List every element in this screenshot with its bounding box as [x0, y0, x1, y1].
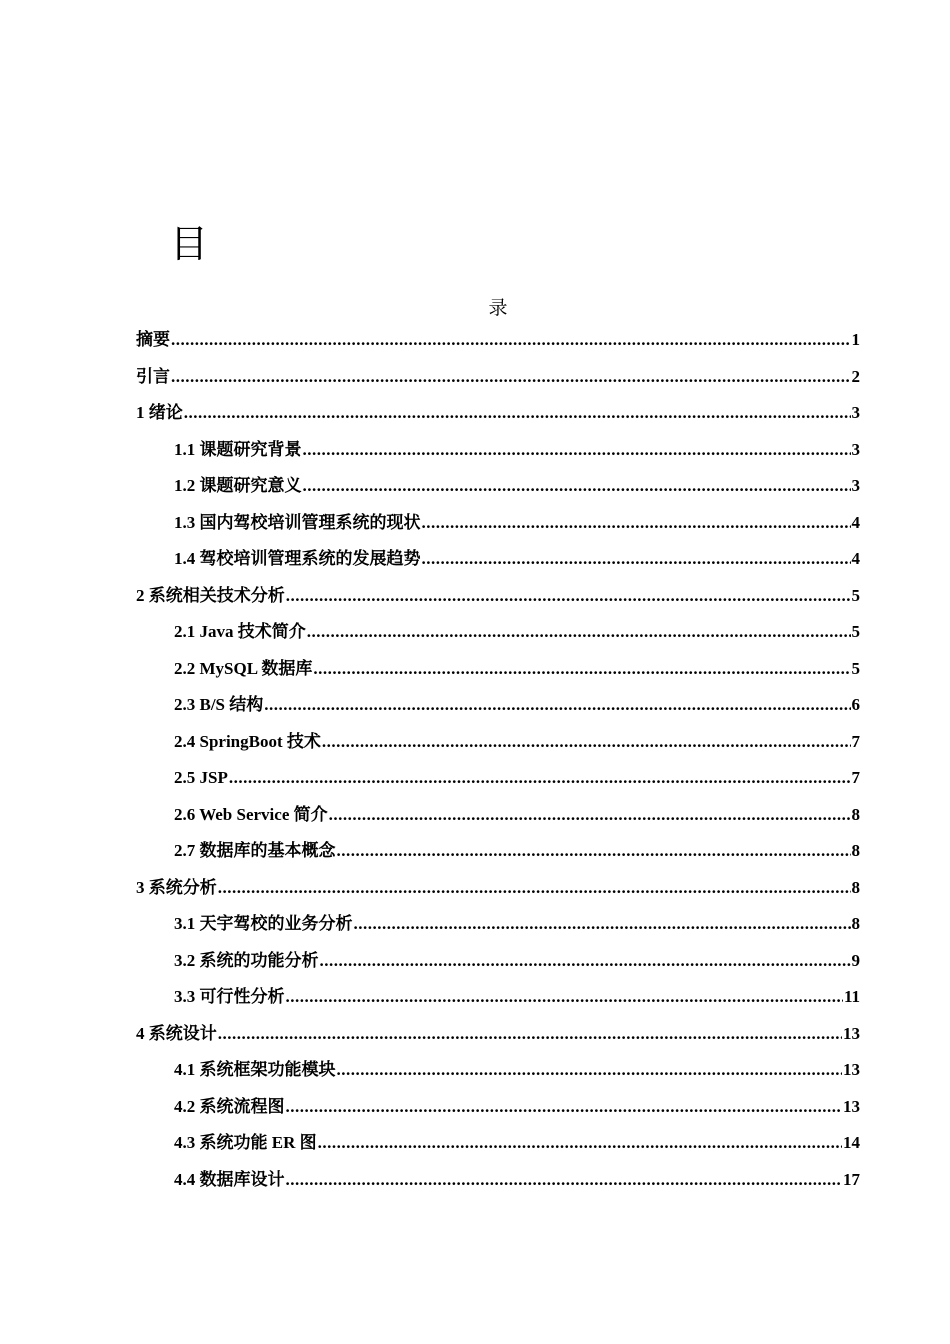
toc-entry-title: 2.3 B/S 结构	[174, 695, 264, 714]
toc-entry-title: 2.6 Web Service 简介	[174, 804, 328, 824]
toc-entry-page-number: 13	[843, 1023, 860, 1043]
toc-entry-title: 引言	[136, 366, 170, 386]
toc-entry[interactable]	[136, 760, 860, 797]
toc-entry[interactable]	[136, 797, 860, 834]
toc-entry[interactable]	[136, 870, 860, 907]
toc-dot-leader	[229, 760, 851, 797]
toc-dot-leader	[218, 1016, 842, 1053]
toc-entry-page-number: 4	[851, 512, 860, 532]
toc-entry-title: 4.4 数据库设计	[174, 1169, 285, 1189]
toc-entry-page-number: 11	[843, 987, 860, 1006]
toc-dot-leader	[337, 1052, 843, 1089]
toc-entry-page-number: 2	[851, 366, 860, 386]
toc-entry[interactable]	[136, 395, 860, 432]
toc-entry-title: 1.3 国内驾校培训管理系统的现状	[174, 512, 421, 532]
toc-entry-title: 1.2 课题研究意义	[174, 476, 302, 495]
toc-entry-title: 1 绪论	[136, 403, 183, 422]
toc-entry[interactable]	[136, 1016, 860, 1053]
toc-entry-title: 2.1 Java 技术简介	[174, 622, 306, 641]
toc-entry-page-number: 6	[851, 695, 860, 714]
table-of-contents	[136, 322, 860, 1198]
toc-dot-leader	[329, 797, 851, 834]
toc-entry[interactable]	[136, 724, 860, 761]
toc-dot-leader	[303, 432, 851, 469]
toc-dot-leader	[286, 979, 843, 1016]
toc-dot-leader	[286, 1089, 843, 1126]
toc-entry-page-number: 3	[851, 439, 860, 459]
toc-entry-title: 2.7 数据库的基本概念	[174, 841, 336, 860]
toc-entry-page-number: 13	[843, 1096, 860, 1116]
toc-entry-title: 3.1 天宇驾校的业务分析	[174, 914, 353, 933]
toc-entry-page-number: 5	[851, 585, 860, 605]
toc-dot-leader	[303, 468, 851, 505]
toc-dot-leader	[307, 614, 851, 651]
toc-dot-leader	[322, 724, 851, 761]
toc-entry[interactable]	[136, 505, 860, 542]
toc-heading-char-1: 目	[170, 222, 209, 266]
toc-entry-title: 4.1 系统框架功能模块	[174, 1060, 336, 1079]
toc-dot-leader	[422, 505, 851, 542]
toc-entry-title: 3.2 系统的功能分析	[174, 950, 319, 970]
toc-dot-leader	[354, 906, 851, 943]
toc-entry-page-number: 7	[851, 731, 860, 751]
toc-entry-title: 2.5 JSP	[174, 768, 228, 787]
toc-entry[interactable]	[136, 1089, 860, 1126]
toc-dot-leader	[318, 1125, 842, 1162]
toc-entry-page-number: 13	[843, 1060, 860, 1079]
toc-entry-page-number: 3	[851, 476, 860, 495]
toc-entry[interactable]	[136, 468, 860, 505]
toc-entry[interactable]	[136, 979, 860, 1016]
toc-entry[interactable]	[136, 359, 860, 396]
toc-entry[interactable]	[136, 906, 860, 943]
toc-entry-page-number: 7	[851, 768, 860, 787]
toc-dot-leader	[337, 833, 851, 870]
toc-entry-title: 摘要	[136, 330, 170, 349]
toc-entry-title: 3 系统分析	[136, 877, 217, 897]
toc-dot-leader	[184, 395, 851, 432]
toc-entry[interactable]	[136, 943, 860, 980]
toc-entry-title: 1.1 课题研究背景	[174, 439, 302, 459]
toc-entry[interactable]	[136, 614, 860, 651]
toc-entry[interactable]	[136, 1125, 860, 1162]
toc-entry[interactable]	[136, 578, 860, 615]
toc-entry-page-number: 3	[851, 403, 860, 422]
toc-entry-page-number: 1	[851, 330, 860, 349]
toc-entry[interactable]	[136, 432, 860, 469]
toc-entry[interactable]	[136, 541, 860, 578]
toc-dot-leader	[286, 1162, 843, 1199]
toc-entry-page-number: 4	[851, 549, 860, 568]
toc-entry[interactable]	[136, 651, 860, 688]
toc-dot-leader	[286, 578, 851, 615]
toc-entry-page-number: 17	[843, 1169, 860, 1189]
toc-heading-char-2: 录	[488, 297, 508, 319]
toc-entry-title: 2.2 MySQL 数据库	[174, 658, 313, 678]
toc-dot-leader	[171, 359, 851, 396]
toc-entry[interactable]	[136, 1052, 860, 1089]
toc-entry-title: 2.4 SpringBoot 技术	[174, 731, 321, 751]
toc-dot-leader	[264, 687, 850, 724]
toc-entry[interactable]	[136, 322, 860, 359]
toc-dot-leader	[171, 322, 851, 359]
toc-dot-leader	[313, 651, 850, 688]
toc-entry-page-number: 8	[851, 804, 860, 824]
toc-entry-page-number: 8	[851, 841, 860, 860]
toc-entry-page-number: 8	[851, 877, 860, 897]
toc-entry-title: 4.2 系统流程图	[174, 1096, 285, 1116]
toc-entry-title: 4.3 系统功能 ER 图	[174, 1133, 317, 1152]
toc-entry-page-number: 5	[851, 622, 860, 641]
toc-entry-page-number: 14	[843, 1133, 860, 1152]
toc-entry-title: 1.4 驾校培训管理系统的发展趋势	[174, 549, 421, 568]
toc-entry-page-number: 5	[851, 658, 860, 678]
toc-dot-leader	[320, 943, 851, 980]
toc-entry-title: 3.3 可行性分析	[174, 987, 285, 1006]
toc-entry-title: 4 系统设计	[136, 1023, 217, 1043]
toc-entry-page-number: 8	[851, 914, 860, 933]
toc-entry-title: 2 系统相关技术分析	[136, 585, 285, 605]
toc-entry[interactable]	[136, 833, 860, 870]
toc-entry[interactable]	[136, 687, 860, 724]
toc-dot-leader	[422, 541, 851, 578]
toc-entry[interactable]	[136, 1162, 860, 1199]
toc-entry-page-number: 9	[851, 950, 860, 970]
toc-dot-leader	[218, 870, 851, 907]
